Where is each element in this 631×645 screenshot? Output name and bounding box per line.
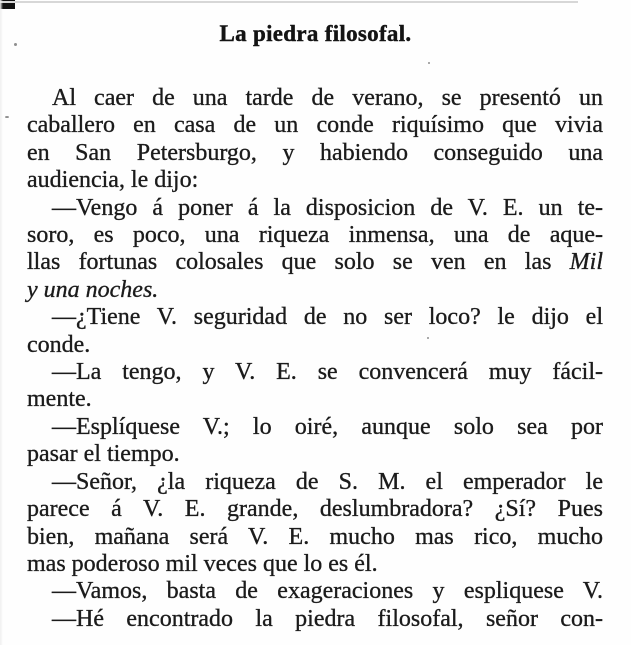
- text-line: mas poderoso mil veces que lo es él.: [27, 550, 378, 577]
- text-line: caballero en casa de un conde riquísimo que vivia: [27, 112, 603, 139]
- page-title: La piedra filosofal.: [219, 21, 412, 46]
- text-line: audiencia, le dijo:: [27, 167, 199, 194]
- text-line: bien, mañana será V. E. mucho mas rico, mucho: [27, 523, 603, 550]
- text-line: —Vengo á poner á la disposicion de V. E. un te-: [52, 194, 603, 221]
- scan-top-edge-line: [0, 1, 578, 3]
- scan-speck: [5, 116, 9, 118]
- text-segment-italic: Mil: [569, 249, 603, 276]
- text-line: —Hé encontrado la piedra filosofal, señor con-: [52, 605, 603, 632]
- text-line: conde.: [27, 331, 91, 358]
- scan-left-edge-shadow: [0, 0, 3, 645]
- text-line: parece á V. E. grande, deslumbradora? ¿Sí? Pues: [27, 496, 603, 523]
- scan-speck: [428, 62, 430, 64]
- text-line: —La tengo, y V. E. se convencerá muy fácil-: [52, 359, 603, 386]
- body-text: [0, 85, 631, 633]
- text-segment: llas fortunas colosales que solo se ven en las: [27, 249, 570, 276]
- text-line: en San Petersburgo, y habiendo conseguido una: [27, 139, 603, 166]
- scan-speck: [14, 43, 17, 46]
- scan-speck: [427, 337, 429, 339]
- text-line: y una noches.: [27, 276, 159, 303]
- text-line: —Señor, ¿la riqueza de S. M. el emperador le: [52, 468, 603, 495]
- text-line: —Vamos, basta de exageraciones y espliquese V.: [52, 578, 603, 605]
- text-line: soro, es poco, una riqueza inmensa, una de aque-: [27, 222, 603, 249]
- text-line: Al caer de una tarde de verano, se presentó un: [52, 85, 603, 111]
- text-line: mente.: [27, 386, 92, 413]
- text-line: pasar el tiempo.: [27, 441, 180, 468]
- text-line: [27, 249, 603, 276]
- text-line: —¿Tiene V. seguridad de no ser loco? le dijo el: [52, 304, 603, 331]
- text-line: —Esplíquese V.; lo oiré, aunque solo sea por: [52, 413, 603, 440]
